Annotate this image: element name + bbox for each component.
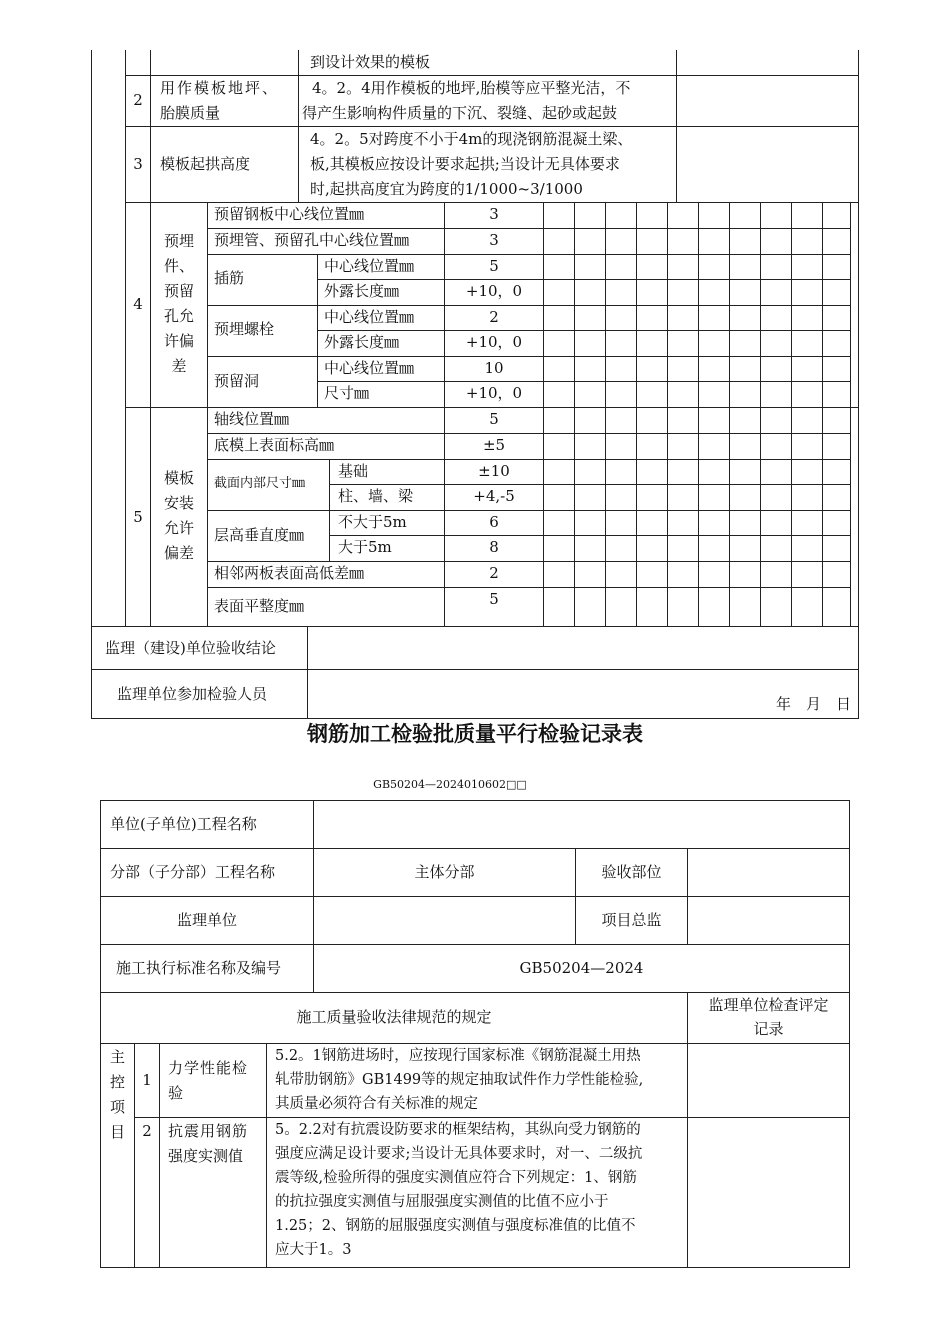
conclusion-label: 监理（建设)单位验收结论	[105, 639, 276, 657]
item-name: 模板起拱高度	[160, 155, 251, 173]
item-description: 时,起拱高度宜为跨度的1/1000~3/1000	[310, 180, 583, 198]
document-code: GB50204—2024010602□□	[373, 778, 527, 791]
tolerance-item: 层高垂直度㎜	[214, 526, 305, 544]
tolerance-value: +10，0	[465, 384, 523, 402]
item-description: 4。2。4用作模板的地坪,胎模等应平整光洁，不	[312, 79, 631, 97]
tolerance-item: 相邻两板表面高低差㎜	[214, 564, 365, 582]
row-continuation-text: 到设计效果的模板	[310, 53, 431, 71]
tolerance-subitem: 柱、墙、梁	[338, 487, 414, 505]
tolerance-item: 截面内部尺寸㎜	[214, 476, 306, 491]
tolerance-value: 6	[489, 513, 499, 531]
tolerance-item: 预留洞	[214, 372, 260, 390]
tolerance-value: 10	[484, 359, 504, 377]
tolerance-value: 8	[489, 538, 499, 556]
item-number: 1	[142, 1071, 152, 1089]
tolerance-value: +10，0	[465, 333, 523, 351]
item-name: 验	[168, 1084, 184, 1102]
tolerance-subitem: 基础	[338, 462, 369, 480]
tolerance-item: 预留钢板中心线位置㎜	[214, 205, 365, 223]
tolerance-value: +4,-5	[473, 487, 515, 505]
tolerance-value: +10，0	[465, 282, 523, 300]
tolerance-item: 插筋	[214, 269, 245, 287]
item-name: 用作模板地坪、	[160, 79, 280, 97]
tolerance-item: 底模上表面标高㎜	[214, 436, 335, 454]
item-description: 得产生影响构件质量的下沉、裂缝、起砂或起鼓	[302, 104, 618, 122]
tolerance-item: 表面平整度㎜	[214, 597, 305, 615]
tolerance-item: 预埋螺栓	[214, 320, 275, 338]
tolerance-value: 5	[489, 590, 499, 608]
tolerance-subitem: 外露长度㎜	[324, 333, 400, 351]
tolerance-value: 5	[489, 257, 499, 275]
chief-supervisor-label: 项目总监	[601, 911, 662, 929]
tolerance-value: ±5	[482, 436, 506, 454]
row-number: 2	[133, 91, 143, 109]
document-title: 钢筋加工检验批质量平行检验记录表	[307, 722, 643, 746]
sub-project-value: 主体分部	[414, 863, 475, 881]
item-name: 强度实测值	[168, 1147, 244, 1165]
project-name-label: 单位(子单位)工程名称	[110, 815, 257, 833]
page: 到设计效果的模板 2 用作模板地坪、 胎膜质量 4。2。4用作模板的地坪,胎模等应平整光洁，不 得产生影响构件质量的下沉、裂缝、起砂或起鼓 3 模板起拱高度 4。2。5对跨度不小于4m的现浇钢筋混凝土梁、 板,其模板应按设计要求起拱;当设计无具体要求 时,起拱高度宜为跨度的1/1000~3/1000 4 预埋 件、 预留 孔允 许偏 差 预留钢板中心线位置㎜ 3 预埋管、预留孔中心线位置㎜ 3 插筋 中心线位置㎜ 5 外露长度㎜ +10，0 预埋螺栓 中心线位置㎜ 2 外露长度㎜ +10，0 预留洞 中心线位置㎜ 10 尺寸㎜ +10，0 5 模板 安装 允许 偏差 轴线位置㎜ 5 底模上表面标高㎜ ±5 截面内部尺寸㎜ 基础 ±10 柱、墙、梁 +4,-5 层高垂直度㎜ 不大于5m 6 大于5m 8 相邻两板表面高低差㎜ 2 表面平整度㎜ 5 监理（建设)单位验收结论 监理单位参加检验人员 年 月 日 钢筋加工检验批质量平行检验记录表 GB50204—2024010602□□ 单位(子单位)工程名称 分部（子分部）工程名称 主体分部 验收部位 监理单位 项目总监 施工执行标准名称及编号 GB50204—2024 施工质量验收法律规范的规定 监理单位检查评定 记录 主 控 项 目 1 力学性能检 验 5.2。1钢筋进场时，应按现行国家标准《钢筋混凝土用热 轧带肋钢筋》GB1499等的规定抽取试件作力学性能检验, 其质量必须符合有关标准的规定 2 抗震用钢筋 强度实测值 5。2.2对有抗震设防要求的框架结构，其纵向受力钢筋的 强度应满足设计要求;当设计无具体要求时，对一、二级抗 震等级,检验所得的强度实测值应符合下列规定：1、钢筋 的抗拉强度实测值与屈服强度实测值的比值不应小于 1.25；2、钢筋的屈服强度实测值与强度标准值的比值不 应大于1。3	[0, 0, 950, 1344]
group-number: 4	[133, 295, 143, 313]
check-header: 记录	[753, 1020, 784, 1038]
item-number: 2	[142, 1122, 152, 1140]
item-name: 抗震用钢筋	[168, 1122, 249, 1140]
row-number: 3	[133, 155, 143, 173]
tolerance-subitem: 中心线位置㎜	[324, 359, 415, 377]
tolerance-item: 轴线位置㎜	[214, 410, 290, 428]
tolerance-subitem: 中心线位置㎜	[324, 308, 415, 326]
tolerance-value: 3	[489, 205, 499, 223]
spec-header: 施工质量验收法律规范的规定	[296, 1008, 492, 1026]
tolerance-subitem: 大于5m	[338, 538, 392, 556]
standard-value: GB50204—2024	[519, 959, 644, 977]
tolerance-value: ±10	[478, 462, 510, 480]
tolerance-item: 预埋管、预留孔中心线位置㎜	[214, 231, 410, 249]
tolerance-subitem: 不大于5m	[338, 513, 407, 531]
item-name: 力学性能检	[168, 1059, 249, 1077]
item-name: 胎膜质量	[160, 104, 221, 122]
sub-project-label: 分部（子分部）工程名称	[110, 863, 276, 881]
tolerance-value: 5	[489, 410, 499, 428]
acceptance-part-label: 验收部位	[601, 863, 662, 881]
tolerance-value: 2	[489, 308, 499, 326]
tolerance-value: 3	[489, 231, 499, 249]
supervisor-unit-label: 监理单位	[176, 911, 237, 929]
item-description: 板,其模板应按设计要求起拱;当设计无具体要求	[310, 155, 620, 173]
date-label: 年 月 日	[776, 695, 852, 713]
check-header: 监理单位检查评定	[708, 996, 829, 1014]
tolerance-value: 2	[489, 564, 499, 582]
inspector-label: 监理单位参加检验人员	[117, 685, 268, 703]
tolerance-subitem: 尺寸㎜	[324, 384, 370, 402]
tolerance-subitem: 中心线位置㎜	[324, 257, 415, 275]
group-number: 5	[133, 508, 143, 526]
item-description: 4。2。5对跨度不小于4m的现浇钢筋混凝土梁、	[310, 130, 633, 148]
standard-label: 施工执行标准名称及编号	[116, 959, 282, 977]
tolerance-subitem: 外露长度㎜	[324, 282, 400, 300]
